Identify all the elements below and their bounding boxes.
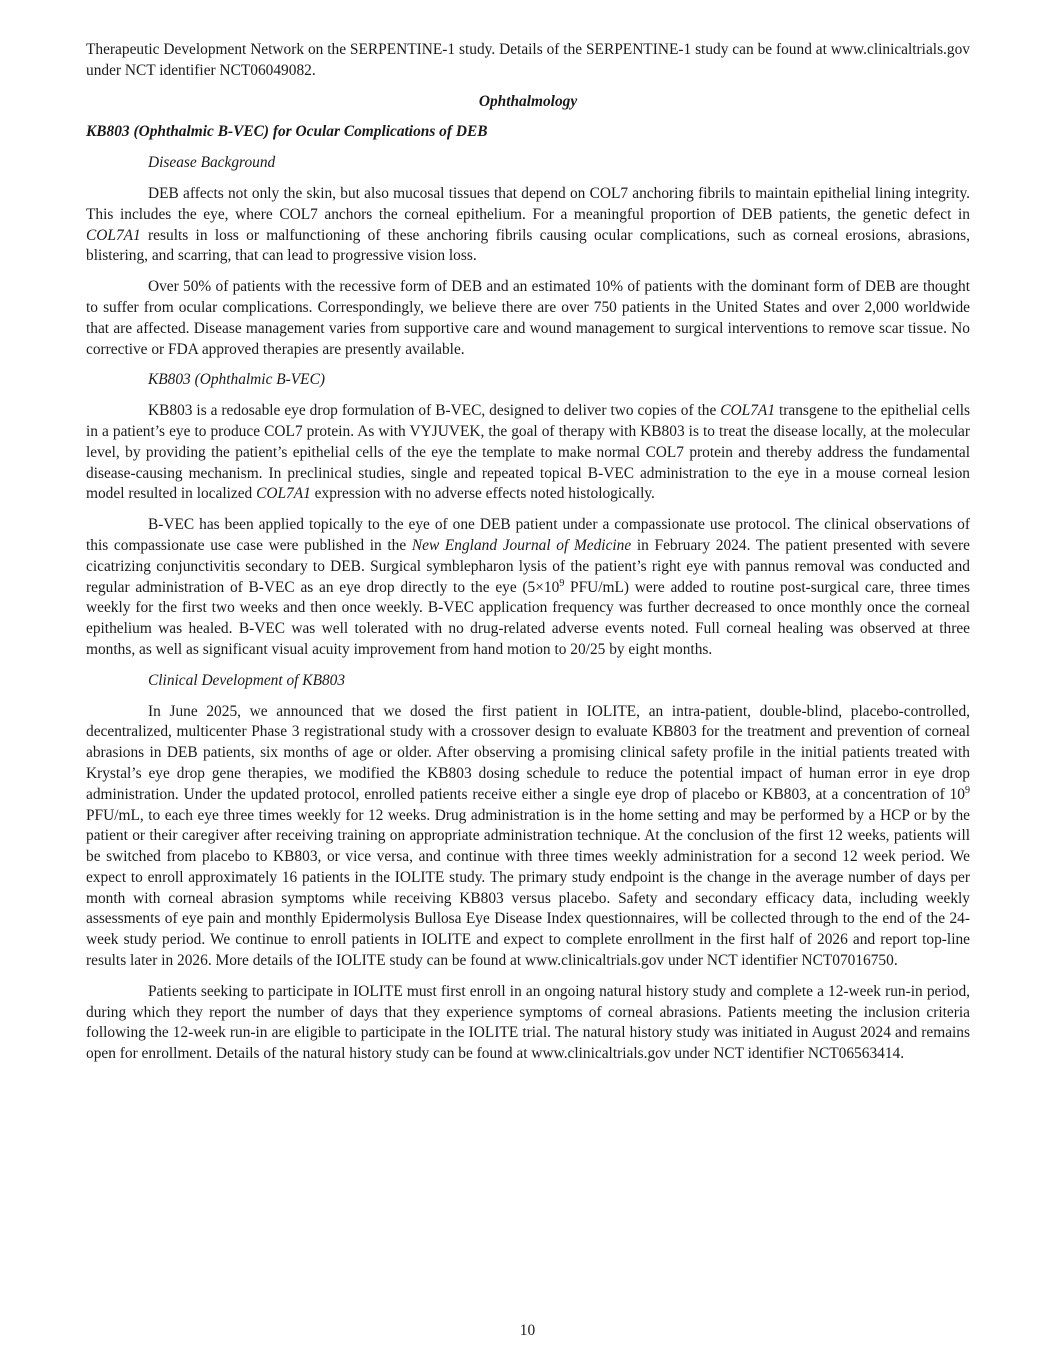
text-run: transgene to the epithelial cells in a patient’s eye to produce COL7 protein. As with VYJUVEK, the goal of therapy with KB803 is to treat the disease locally, at the molecular level, by providing the patient’s epithelial cells of the eye the template to make normal COL7 protein and thereby address the fundamental disease-causing mechanism. In preclinical studies, single and repeated topical B-VEC administration to the eye in a mouse corneal lesion model resulted in localized — [86, 402, 971, 503]
kb803-heading: KB803 (Ophthalmic B-VEC) — [148, 371, 325, 389]
text-run: PFU/mL) were added to routine post-surgical care, three times weekly for the first two weeks and then once weekly. B-VEC application frequency was further decreased to once monthly once the corneal epithelium was healed. B-VEC was well tolerated with no drug-related adverse events noted. Full corneal healing was observed at three months, as well as significant visual acuity improvement from hand motion to 20/25 by eight months. — [86, 578, 970, 658]
text-run: PFU/mL, to each eye three times weekly for 12 weeks. Drug administration is in the home setting and may be performed by a HCP or by the patient or their caregiver after receiving training on appropriate administration technique. At the conclusion of the first 12 weeks, patients will be switched from placebo to KB803, or vice versa, and continue with three times weekly administration for a second 12 week period. We expect to enroll approximately 16 patients in the IOLITE study. The primary study endpoint is the change in the average number of days per month with corneal abrasion symptoms while receiving KB803 versus placebo. Safety and secondary efficacy data, including weekly assessments of eye pain and monthly Epidermolysis Bullosa Eye Disease Index questionnaires, will be collected through to the end of the 24-week study period. We continue to enroll patients in IOLITE and expect to complete enrollment in the first half of 2026 and report top-line results later in 2026. More details of the IOLITE study can be found at www.clinicaltrials.gov under NCT identifier NCT07016750. — [86, 806, 970, 970]
clinical-development-paragraph-2: Patients seeking to participate in IOLITE must first enroll in an ongoing natural history study and complete a 12-week run-in period, during which they report the number of days that they experience symptoms of corneal abrasions. Patients meeting the inclusion criteria following the 12-week run-in are eligible to participate in the IOLITE trial. The natural history study was initiated in August 2024 and remains open for enrollment. Details of the natural history study can be found at www.clinicaltrials.gov under NCT identifier NCT06563414. — [86, 982, 970, 1063]
kb803-paragraph-1 — [86, 401, 970, 505]
disease-background-heading: Disease Background — [148, 154, 276, 172]
gene-name: COL7A1 — [86, 226, 141, 244]
document-page — [86, 40, 970, 1075]
clinical-development-paragraph-1 — [86, 702, 970, 972]
exponent: 9 — [559, 577, 565, 589]
gene-name: COL7A1 — [720, 402, 776, 420]
intro-paragraph: Therapeutic Development Network on the SERPENTINE-1 study. Details of the SERPENTINE-1 study can be found at www.clinicaltrials.gov under NCT identifier NCT06049082. — [86, 41, 970, 79]
program-heading: KB803 (Ophthalmic B-VEC) for Ocular Complications of DEB — [86, 123, 488, 141]
page-number: 10 — [519, 1322, 536, 1339]
exponent: 9 — [965, 784, 970, 796]
disease-background-paragraph-2: Over 50% of patients with the recessive form of DEB and an estimated 10% of patients with the dominant form of DEB are thought to suffer from ocular complications. Correspondingly, we believe there are over 750 patients in the United States and over 2,000 worldwide that are affected. Disease management varies from supportive care and wound management to surgical interventions to remove scar tissue. No corrective or FDA approved therapies are presently available. — [86, 278, 970, 358]
text-run: In June 2025, we announced that we dosed the first patient in IOLITE, an intra-patient, double-blind, placebo-controlled, decentralized, multicenter Phase 3 registrational study with a crossover design to evaluate KB803 for the treatment and prevention of corneal abrasions in DEB patients, six months of age or older. After observing a promising clinical safety profile in the initial patients treated with Krystal’s eye drop gene therapies, we modified the KB803 dosing schedule to reduce the potential impact of human error in eye drop administration. Under the updated protocol, enrolled patients receive either a single eye drop of placebo or KB803, at a concentration of 10 — [86, 702, 970, 803]
disease-background-paragraph-1 — [86, 184, 970, 267]
text-run: results in loss or malfunctioning of these anchoring fibrils causing ocular complications, such as corneal erosions, abrasions, blistering, and scarring, that can lead to progressive vision loss. — [86, 226, 970, 265]
kb803-paragraph-2 — [86, 515, 970, 661]
text-run: expression with no adverse effects noted histologically. — [310, 485, 655, 503]
text-run: KB803 is a redosable eye drop formulation of B-VEC, designed to deliver two copies of the — [148, 402, 721, 420]
clinical-development-heading: Clinical Development of KB803 — [148, 671, 346, 689]
text-run: in February 2024. The patient presented with severe cicatrizing conjunctivitis secondary to DEB. Surgical symblepharon lysis of the patient’s right eye with pannus removal was conducted and regular administration of B-VEC as an eye drop directly to the eye (5×10 — [86, 536, 970, 596]
journal-name: New England Journal of Medicine — [411, 536, 632, 554]
gene-name: COL7A1 — [256, 485, 311, 503]
text-run: DEB affects not only the skin, but also mucosal tissues that depend on COL7 anchoring fibrils to maintain epithelial lining integrity. This includes the eye, where COL7 anchors the corneal epithelium. For a meaningful proportion of DEB patients, the genetic defect in — [86, 184, 970, 223]
section-title: Ophthalmology — [478, 92, 578, 110]
text-run: B-VEC has been applied topically to the eye of one DEB patient under a compassionate use protocol. The clinical observations of this compassionate use case were published in the — [86, 516, 970, 554]
